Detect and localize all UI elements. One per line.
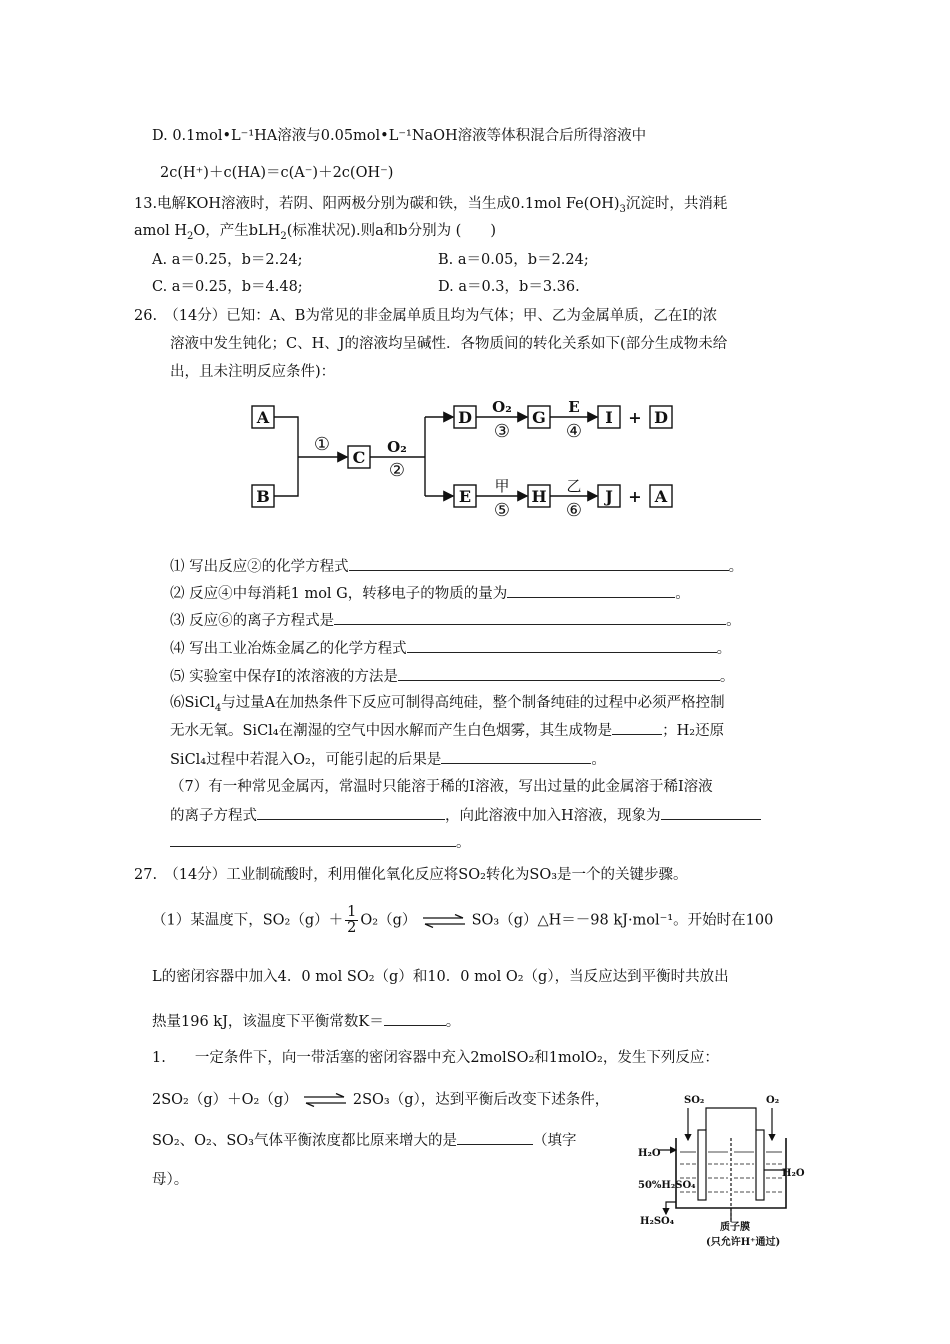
- step-3: ③: [493, 421, 511, 442]
- q13-option-c: C. a＝0.25，b＝4.48;: [152, 279, 303, 295]
- q26-part6-line2: 无水无氧。SiCl₄在潮湿的空气中因水解而产生白色烟雾，其生成物是 ；H₂还原: [170, 720, 724, 741]
- box-d: D: [458, 408, 472, 427]
- q26-part1: ⑴ 写出反应②的化学方程式 。: [170, 556, 743, 577]
- q26-stem-line2: 溶液中发生钝化；C、H、J的溶液均呈碱性．各物质间的转化关系如下(部分生成物未给: [170, 336, 728, 352]
- answer-blank[interactable]: [257, 805, 445, 820]
- q26-part5: ⑸ 实验室中保存I的浓溶液的方法是 。: [170, 666, 734, 687]
- q13-option-d: D. a＝0.3，b＝3.36.: [438, 279, 580, 295]
- q27-part2-line1: 1. 一定条件下，向一带活塞的密闭容器中充入2molSO₂和1molO₂，发生下列反应：: [152, 1050, 719, 1066]
- answer-blank[interactable]: [334, 610, 726, 625]
- label-o2-g: O₂: [492, 398, 512, 416]
- q26-part6-line3: SiCl₄过程中若混入O₂，可能引起的后果是 。: [170, 749, 606, 770]
- label-o2: O₂: [766, 1095, 780, 1106]
- left-electrode: [698, 1130, 706, 1200]
- q27-part1-line2: L的密闭容器中加入4．0 mol SO₂（g）和10．0 mol O₂（g），当反应达到平衡时共放出: [152, 969, 729, 985]
- answer-blank[interactable]: [349, 556, 729, 571]
- answer-blank[interactable]: [457, 1130, 533, 1145]
- box-i: I: [605, 408, 613, 427]
- equilibrium-arrow: [421, 914, 467, 928]
- q13-stem-line2: amol $H_2O$，产生bLH$_2$(标准状况).则a和b分别为 ( ): [134, 223, 496, 242]
- electrochemical-cell-diagram: [636, 1090, 816, 1260]
- right-electrode: [756, 1130, 764, 1200]
- step-2: ②: [388, 460, 406, 481]
- box-h: H: [531, 487, 547, 506]
- q27-part1-line1: （1）某温度下，SO₂（g）＋ $\frac{1}{2}$ O₂（g） SO₃（g）△H＝－98 kJ·mol⁻¹。开始时在100: [152, 904, 774, 936]
- answer-blank[interactable]: [661, 805, 761, 820]
- q27-part2-line3: SO₂、O₂、SO₃气体平衡浓度都比原来增大的是 （填字: [152, 1130, 576, 1151]
- box-e: E: [458, 487, 472, 506]
- answer-blank[interactable]: [612, 720, 662, 735]
- step-1: ①: [313, 434, 331, 455]
- q26-part2: ⑵ 反应④中每消耗1 mol G，转移电子的物质的量为 。: [170, 583, 690, 604]
- q26-stem-line1: 26. （14分）已知：A、B为常见的非金属单质且均为气体；甲、乙为金属单质，乙在I的浓: [134, 308, 718, 324]
- step-4: ④: [565, 421, 583, 442]
- fraction-half: $\frac{1}{2}$: [347, 904, 357, 936]
- merge-bracket: [274, 417, 298, 496]
- q27-part2-line2: 2SO₂（g）＋O₂（g） 2SO₃（g），达到平衡后改变下述条件，: [152, 1092, 610, 1108]
- label-so2: SO₂: [684, 1095, 705, 1106]
- q26-stem-line3: 出，且未注明反应条件)：: [170, 364, 336, 380]
- q13-option-a: A. a＝0.25，b＝2.24;: [152, 252, 303, 268]
- answer-blank[interactable]: [398, 666, 720, 681]
- q26-part3: ⑶ 反应⑥的离子方程式是 。: [170, 610, 741, 631]
- box-a: A: [256, 408, 270, 427]
- label-h2so4: H₂SO₄: [640, 1216, 675, 1227]
- label-membrane: 质子膜: [720, 1222, 750, 1233]
- q12-option-d-line2: 2c(H⁺)＋c(HA)＝c(A⁻)＋2c(OH⁻): [160, 165, 394, 181]
- equilibrium-arrow: [302, 1093, 348, 1107]
- answer-blank[interactable]: [170, 832, 456, 847]
- label-yi: 乙: [566, 477, 582, 495]
- q26-part7-line3: 。: [170, 832, 471, 853]
- q13-stem-line1: 13.电解KOH溶液时，若阴、阳两极分别为碳和铁，当生成0.1mol $Fe(OH)_3$沉淀时，共消耗: [134, 196, 728, 215]
- box-j: J: [605, 487, 613, 506]
- q13-option-b: B. a＝0.05，b＝2.24;: [438, 252, 589, 268]
- answer-blank[interactable]: [407, 638, 717, 653]
- box-b: B: [256, 487, 270, 506]
- label-h2o-out: H₂O: [782, 1168, 805, 1179]
- step-5: ⑤: [493, 500, 511, 521]
- box-g: G: [532, 408, 546, 427]
- label-h2o-in: H₂O: [638, 1148, 661, 1159]
- q27-part2-line4: 母）。: [152, 1172, 189, 1188]
- box-c: C: [352, 448, 366, 467]
- answer-blank[interactable]: [441, 749, 591, 764]
- q26-part7-line1: （7）有一种常见金属丙，常温时只能溶于稀的I溶液，写出过量的此金属溶于稀I溶液: [170, 779, 713, 795]
- plus-1: +: [628, 408, 642, 427]
- q26-part7-line2: 的离子方程式 ，向此溶液中加入H溶液，现象为: [170, 805, 761, 826]
- plus-2: +: [628, 487, 642, 506]
- q26-part4: ⑷ 写出工业冶炼金属乙的化学方程式 。: [170, 638, 731, 659]
- label-membrane-note: (只允许H⁺通过): [706, 1237, 781, 1248]
- q27-stem: 27. （14分）工业制硫酸时，利用催化氧化反应将SO₂转化为SO₃是一个的关键步骤。: [134, 867, 688, 883]
- q12-option-d-line1: D. 0.1mol•L⁻¹HA溶液与0.05mol•L⁻¹NaOH溶液等体积混合后所得溶液中: [152, 128, 647, 144]
- box-a2: A: [654, 487, 668, 506]
- external-wire: [706, 1108, 756, 1130]
- answer-blank[interactable]: [507, 583, 675, 598]
- reaction-flow-diagram: [240, 392, 690, 522]
- label-e: E: [568, 398, 580, 416]
- box-d2: D: [654, 408, 668, 427]
- label-jia: 甲: [494, 477, 510, 495]
- q26-part6-line1: ⑹SiCl$_4$与过量A在加热条件下反应可制得高纯硅，整个制备纯硅的过程中必须严格控制: [170, 695, 725, 714]
- q27-part1-line3: 热量196 kJ，该温度下平衡常数K＝ 。: [152, 1011, 460, 1032]
- step-6: ⑥: [565, 500, 583, 521]
- label-acid: 50%H₂SO₄: [638, 1180, 696, 1191]
- answer-blank[interactable]: [384, 1011, 446, 1026]
- label-o2-c: O₂: [387, 438, 407, 456]
